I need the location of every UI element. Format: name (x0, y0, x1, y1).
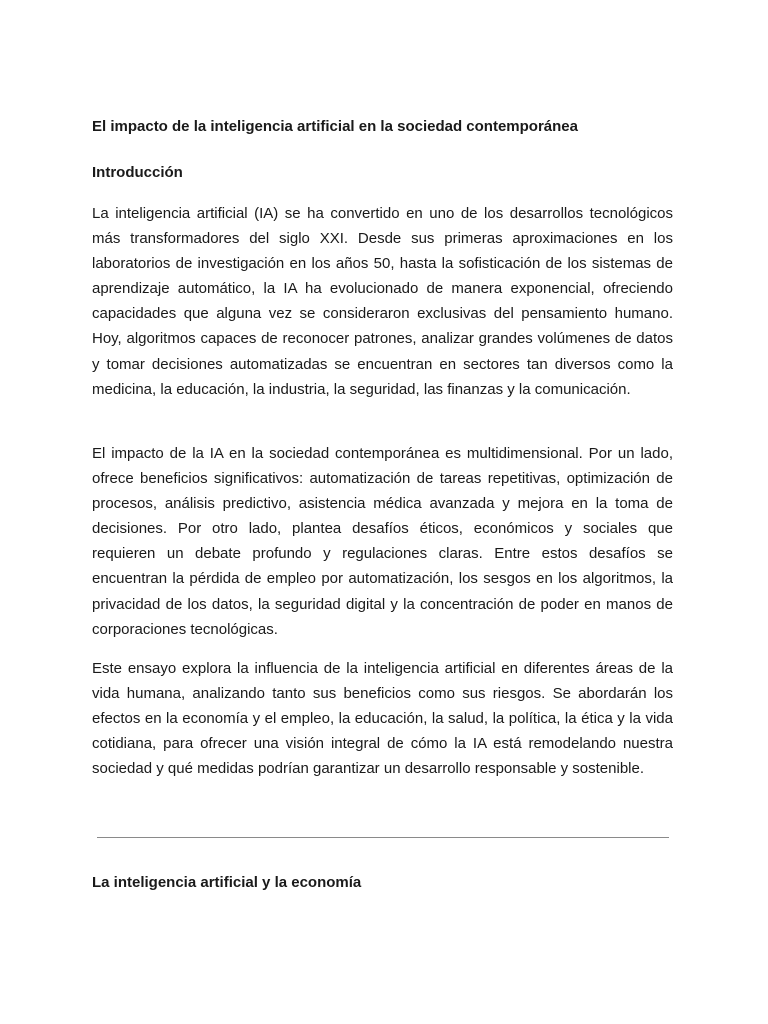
document-title: El impacto de la inteligencia artificial en la sociedad contemporánea (92, 118, 578, 135)
paragraph-1: La inteligencia artificial (IA) se ha convertido en uno de los desarrollos tecnológicos más transformadores del siglo XXI. Desde sus primeras aproximaciones en los laboratorios de investigación en los años 50, hasta la sofisticación de los sistemas de aprendizaje automático, la IA ha evolucionado de manera exponencial, ofreciendo capacidades que alguna vez se consideraron exclusivas del pensamiento humano. Hoy, algoritmos capaces de reconocer patrones, analizar grandes volúmenes de datos y tomar decisiones automatizadas se encuentran en sectores tan diversos como la medicina, la educación, la industria, la seguridad, las finanzas y la comunicación. (92, 205, 673, 398)
intro-heading: Introducción (92, 164, 183, 181)
paragraph-3: Este ensayo explora la influencia de la inteligencia artificial en diferentes áreas de la vida humana, analizando tanto sus beneficios como sus riesgos. Se abordarán los efectos en la economía y el empleo, la educación, la salud, la política, la ética y la vida cotidiana, para ofrecer una visión integral de cómo la IA está remodelando nuestra sociedad y qué medidas podrían garantizar un desarrollo responsable y sostenible. (92, 660, 673, 778)
section-heading-economy: La inteligencia artificial y la economía (92, 874, 362, 891)
horizontal-divider (97, 837, 669, 838)
paragraph-2: El impacto de la IA en la sociedad contemporánea es multidimensional. Por un lado, ofrece beneficios significativos: automatización de tareas repetitivas, optimización de procesos, análisis predictivo, asistencia médica avanzada y mejora en la toma de decisiones. Por otro lado, plantea desafíos éticos, económicos y sociales que requieren un debate profundo y regulaciones claras. Entre estos desafíos se encuentran la pérdida de empleo por automatización, los sesgos en los algoritmos, la privacidad de los datos, la seguridad digital y la concentración de poder en manos de corporaciones tecnológicas. (92, 445, 673, 638)
